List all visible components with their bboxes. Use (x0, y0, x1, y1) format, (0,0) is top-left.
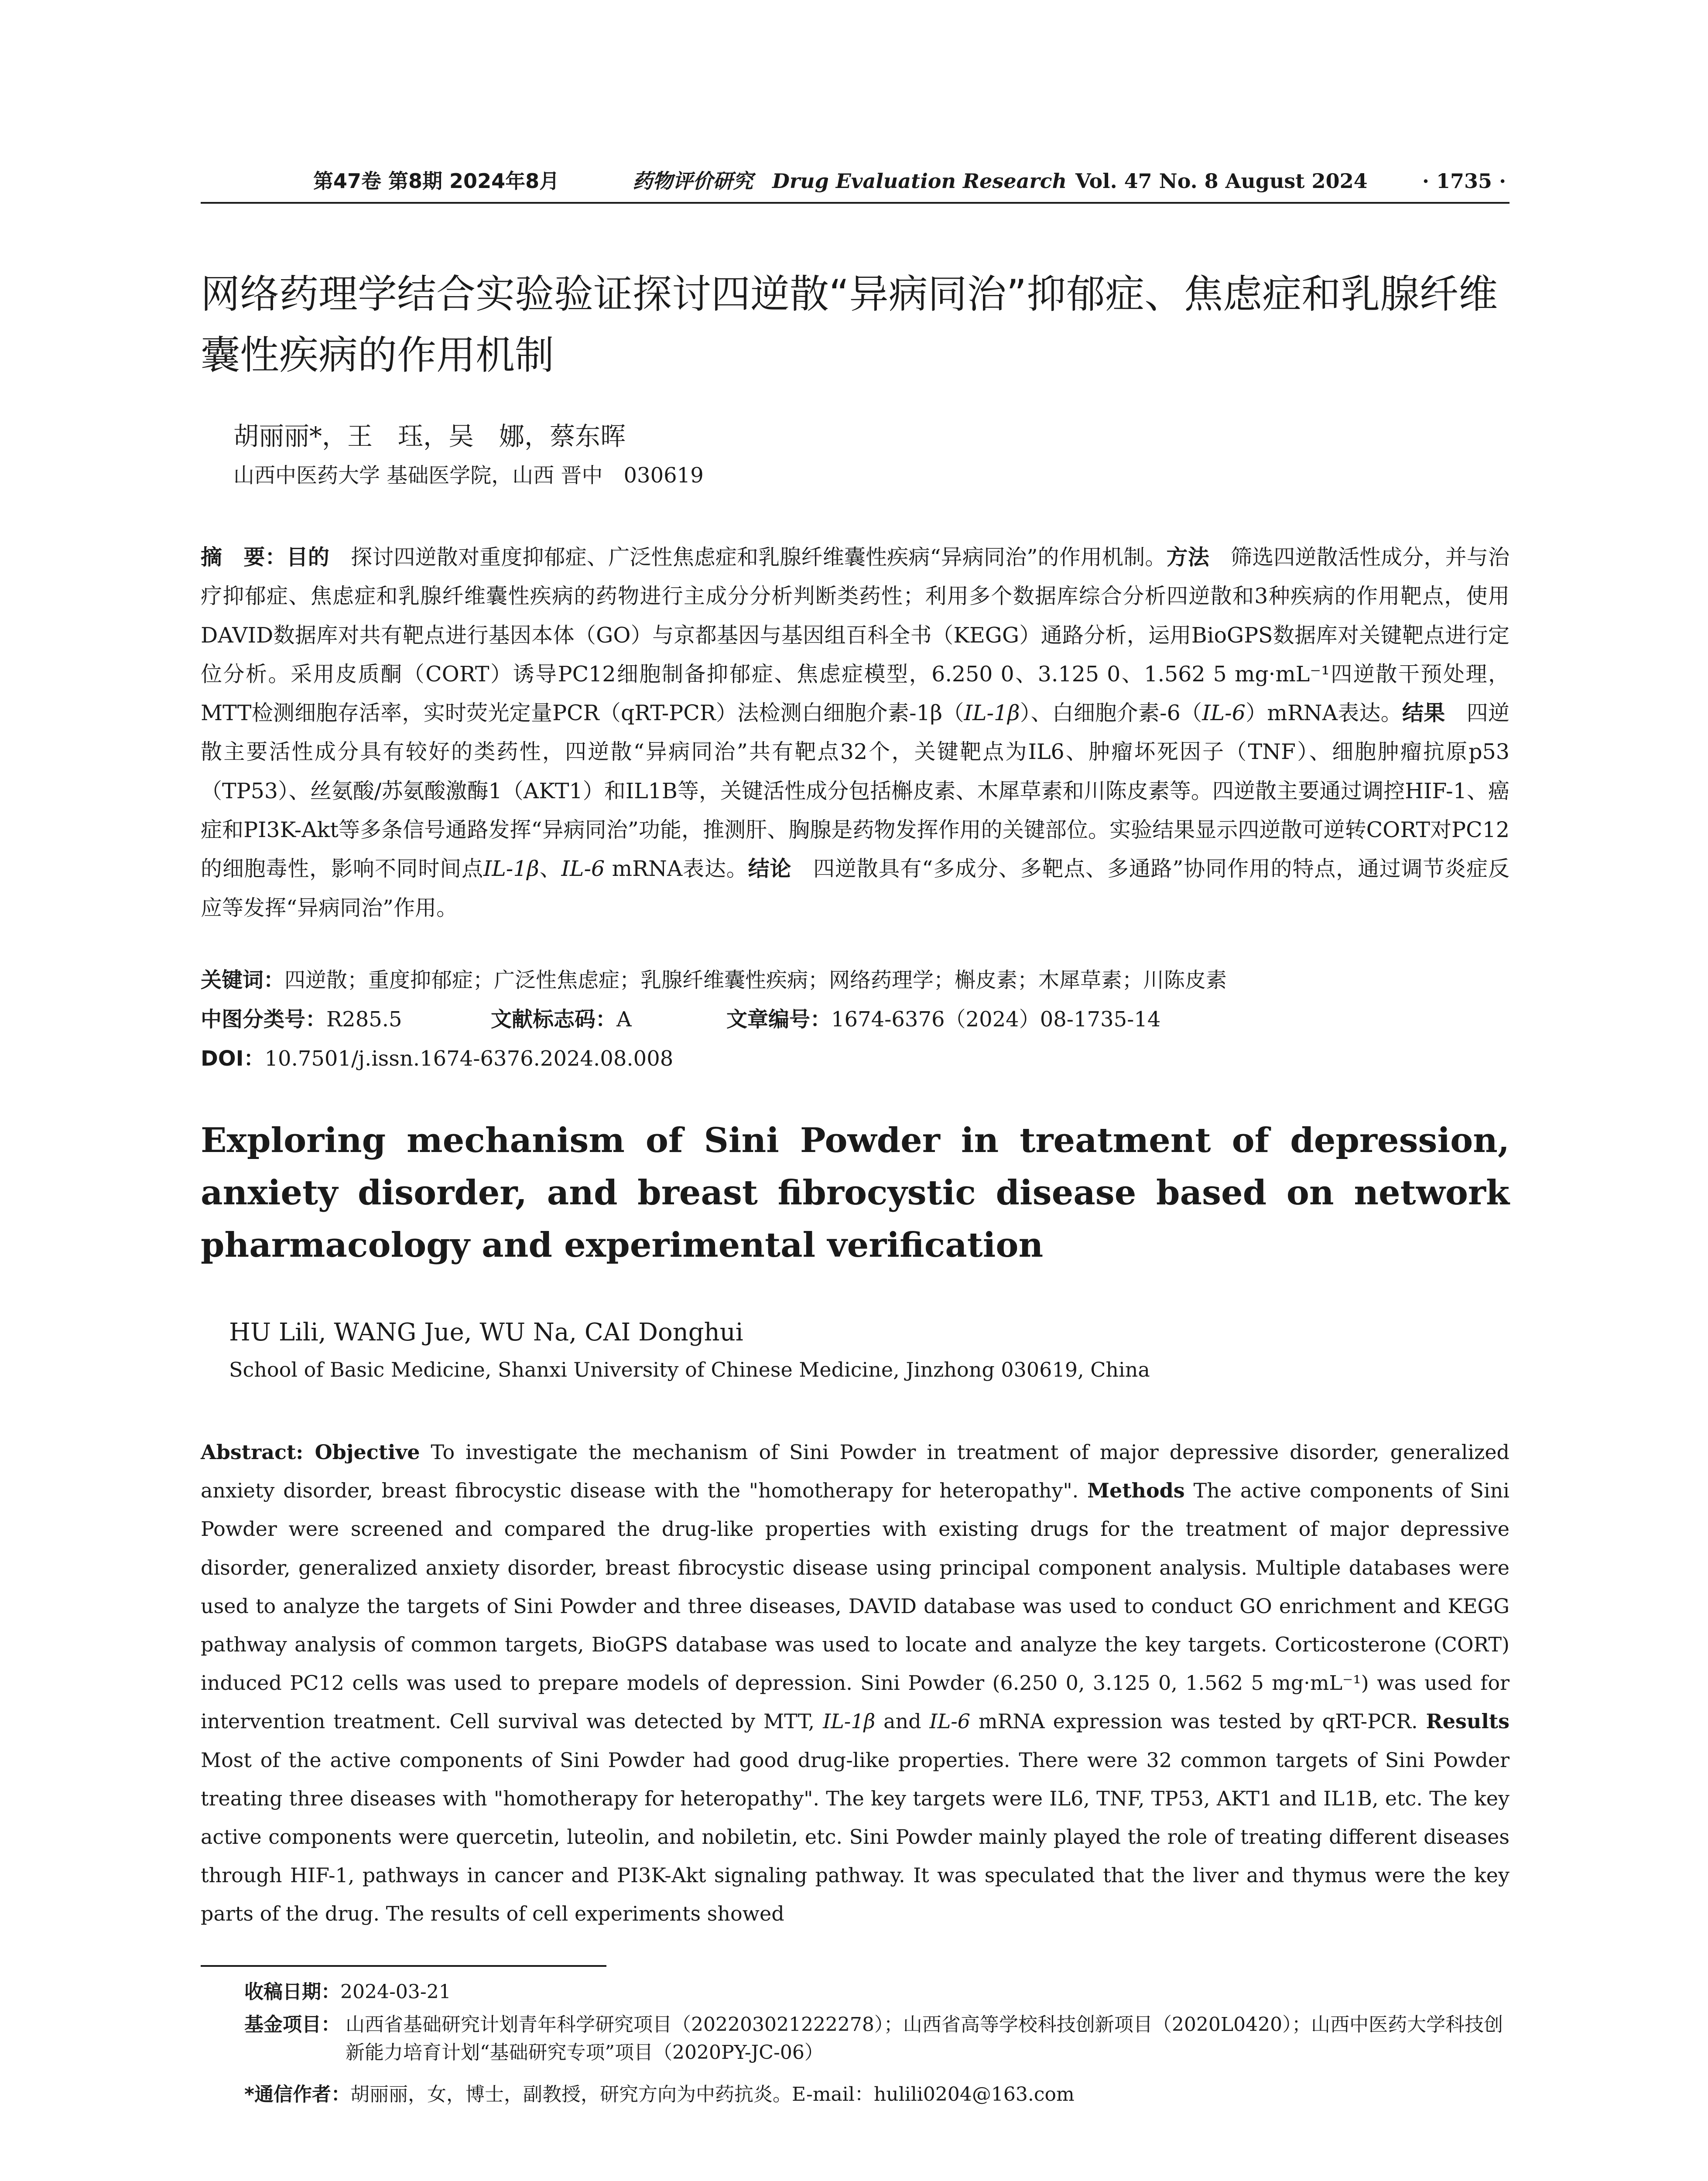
fund-text: 山西省基础研究计划青年科学研究项目（202203021222278）；山西省高等学校科技创新项目（2020L0420）；山西中医药大学科技创新能力培育计划“基础研究专项”项目（2020PY-JC-06） (346, 2013, 1503, 2064)
methods-text-zh-2: ）、白细胞介素-6（ (1020, 701, 1202, 726)
gene-il1b-en: IL-1β (823, 1709, 876, 1733)
conclusion-text-zh: 四逆散具有“多成分、多靶点、多通路”协同作用的特点，通过调节炎症反应等发挥“异病同治”作用。 (201, 856, 1509, 920)
footnote-rule (201, 1965, 606, 1967)
gene-il6-zh-2: IL-6 (561, 856, 605, 882)
abstract-en-label: Abstract: (201, 1440, 315, 1464)
footnote-fund (244, 2011, 1509, 2067)
and-text-en: and (875, 1709, 930, 1733)
article-number-value: 1674-6376（2024）08-1735-14 (831, 1007, 1161, 1032)
gene-il6-en: IL-6 (929, 1709, 971, 1733)
classification-line (201, 1004, 402, 1035)
doi-link[interactable]: 10.7501/j.issn.1674-6376.2024.08.008 (264, 1046, 674, 1071)
abstract-zh (201, 538, 1509, 927)
methods-text-zh-3: ）mRNA表达。 (1245, 701, 1402, 726)
methods-text-en-2: mRNA expression was tested by qRT-PCR. (970, 1709, 1426, 1733)
keywords-line (201, 965, 1227, 995)
header-journal-en: Drug Evaluation Research (772, 169, 1067, 193)
abstract-en (201, 1433, 1509, 1933)
gene-separator-zh: 、 (539, 856, 561, 882)
title-zh: 网络药理学结合实验验证探讨四逆散“异病同治”抑郁症、焦虑症和乳腺纤维囊性疾病的作用机制 (201, 271, 1498, 378)
objective-text-zh: 探讨四逆散对重度抑郁症、广泛性焦虑症和乳腺纤维囊性疾病“异病同治”的作用机制。 (351, 545, 1167, 570)
doi-label: DOI： (201, 1046, 265, 1071)
header-volume-zh: 第47卷 第8期 2024年8月 (313, 169, 560, 193)
methods-text-en-1: The active components of Sini Powder were screened and compared the drug-like properties with existing drugs for the treatment of major depressive disorder, generalized anxiety disorder, breast fibrocystic disease using principal component analysis. Multiple databases were used to analyze the targets of Sini Powder and three diseases, DAVID database was used to conduct GO enrichment and KEGG pathway analysis of common targets, BioGPS database was used to locate and analyze the key targets. Corticosterone (CORT) induced PC12 cells was used to prepare models of depression. Sini Powder (6.250 0, 3.125 0, 1.562 5 mg·mL⁻¹) was used for intervention treatment. Cell survival was detected by MTT, (201, 1479, 1509, 1733)
doc-code-value: A (616, 1007, 632, 1032)
doc-code-label: 文献标志码： (491, 1007, 617, 1032)
affiliation-en: School of Basic Medicine, Shanxi University of Chinese Medicine, Jinzhong 030619, China (229, 1358, 1150, 1381)
correspondence-text: 胡丽丽，女，博士，副教授，研究方向为中药抗炎。E-mail：hulili0204@163.com (350, 2083, 1075, 2106)
received-label: 收稿日期： (244, 1981, 340, 2003)
results-label-zh: 结果 (1402, 701, 1445, 726)
doi-line (201, 1043, 673, 1074)
authors-en: HU Lili, WANG Jue, WU Na, CAI Donghui (229, 1318, 743, 1347)
methods-label-en: Methods (1087, 1479, 1185, 1503)
affiliation-zh: 山西中医药大学 基础医学院，山西 晋中 030619 (233, 463, 704, 488)
doc-code (491, 1004, 632, 1035)
methods-label-zh: 方法 (1166, 545, 1209, 570)
gene-il1b-zh: IL-1β (964, 701, 1020, 726)
header-journal-zh: 药物评价研究 (633, 169, 753, 193)
correspondence-label: *通信作者： (244, 2083, 351, 2106)
objective-label-en: Objective (315, 1440, 420, 1464)
clc-label: 中图分类号： (201, 1007, 327, 1032)
results-text-zh-2: mRNA表达。 (605, 856, 748, 882)
clc-value: R285.5 (326, 1007, 402, 1032)
objective-text-en: To investigate the mechanism of Sini Powder in treatment of major depressive disorder, generalized anxiety disorder, breast fibrocystic disease with the "homotherapy for heteropathy". (201, 1440, 1509, 1503)
footnote-received (244, 1978, 451, 2006)
results-text-zh-1: 四逆散主要活性成分具有较好的类药性，四逆散“异病同治”共有靶点32个，关键靶点为IL6、肿瘤坏死因子（TNF）、细胞肿瘤抗原p53（TP53）、丝氨酸/苏氨酸激酶1（AKT1）和IL1B等，关键活性成分包括槲皮素、木犀草素和川陈皮素等。四逆散主要通过调控HIF-1、癌症和PI3K-Akt等多条信号通路发挥“异病同治”功能，推测肝、胸腺是药物发挥作用的关键部位。实验结果显示四逆散可逆转CORT对PC12的细胞毒性，影响不同时间点 (201, 701, 1509, 882)
keywords-label: 关键词： (201, 968, 285, 992)
article-number (726, 1004, 1160, 1035)
results-label-en: Results (1426, 1709, 1509, 1733)
title-en: Exploring mechanism of Sini Powder in treatment of depression, anxiety disorder, and breast fibrocystic disease based on network pharmacology and experimental verification (201, 1121, 1509, 1265)
abstract-zh-label: 摘 要： (201, 545, 287, 570)
article-number-label: 文章编号： (726, 1007, 832, 1032)
fund-label: 基金项目： (244, 2013, 340, 2036)
header-volume-en: Vol. 47 No. 8 August 2024 (1075, 169, 1368, 193)
objective-label-zh: 目的 (286, 545, 329, 570)
received-date: 2024-03-21 (340, 1981, 451, 2003)
gene-il6-zh: IL-6 (1202, 701, 1246, 726)
results-text-en: Most of the active components of Sini Powder had good drug-like properties. There were 32 common targets of Sini Powder treating three diseases with "homotherapy for heteropathy". The key targets were IL6, TNF, TP53, AKT1 and IL1B, etc. The key active components were quercetin, luteolin, and nobiletin, etc. Sini Powder mainly played the role of treating different diseases through HIF-1, pathways in cancer and PI3K-Akt signaling pathway. It was speculated that the liver and thymus were the key parts of the drug. The results of cell experiments showed (201, 1748, 1509, 1926)
header-rule (201, 202, 1509, 204)
conclusion-label-zh: 结论 (748, 856, 792, 882)
authors-zh: 胡丽丽*，王 珏，吴 娜，蔡东晖 (233, 421, 626, 451)
keywords-text: 四逆散；重度抑郁症；广泛性焦虑症；乳腺纤维囊性疾病；网络药理学；槲皮素；木犀草素；川陈皮素 (284, 968, 1227, 992)
footnote-correspondence (244, 2081, 1075, 2109)
running-header (0, 168, 1708, 194)
gene-il1b-zh-2: IL-1β (483, 856, 539, 882)
header-page-number: · 1735 · (1422, 169, 1506, 193)
methods-text-zh-1: 筛选四逆散活性成分，并与治疗抑郁症、焦虑症和乳腺纤维囊性疾病的药物进行主成分分析判断类药性；利用多个数据库综合分析四逆散和3种疾病的作用靶点，使用DAVID数据库对共有靶点进行基因本体（GO）与京都基因与基因组百科全书（KEGG）通路分析，运用BioGPS数据库对关键靶点进行定位分析。采用皮质酮（CORT）诱导PC12细胞制备抑郁症、焦虑症模型，6.250 0、3.125 0、1.562 5 mg·mL⁻¹四逆散干预处理，MTT检测细胞存活率，实时荧光定量PCR（qRT-PCR）法检测白细胞介素-1β（ (201, 545, 1509, 726)
